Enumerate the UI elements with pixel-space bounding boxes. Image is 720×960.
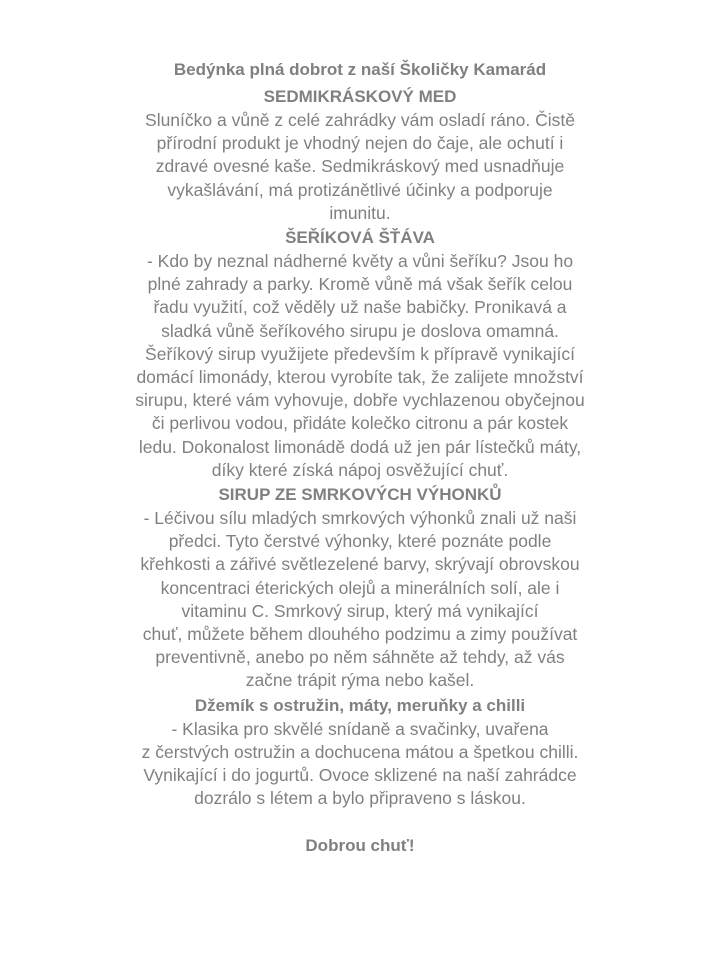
paragraph-line: křehkosti a zářivé světlezelené barvy, skrývají obrovskou [140, 554, 580, 575]
paragraph-line: zdravé ovesné kaše. Sedmikráskový med usnadňuje [155, 156, 565, 177]
paragraph-line: imunitu. [329, 202, 391, 223]
paragraph-line: začne trápit rýma nebo kašel. [245, 670, 475, 691]
paragraph-line: - Kdo by neznal nádherné květy a vůni šeříku? Jsou ho [146, 251, 574, 272]
paragraph-line: sirupu, které vám vyhovuje, dobře vychlazenou obyčejnou [135, 390, 585, 411]
section-paragraph-lilac [70, 250, 650, 482]
document-title: Bedýnka plná dobrot z naší Školičky Kamarád [173, 60, 547, 79]
paragraph-line: dozrálo s létem a bylo připraveno s láskou. [194, 788, 526, 809]
paragraph-line: Sluníčko a vůně z celé zahrádky vám osladí ráno. Čistě [145, 110, 575, 130]
paragraph-line: z čerstvých ostružin a dochucena mátou a špetkou chilli. [141, 741, 579, 762]
section-heading-jam: Džemík s ostružin, máty, meruňky a chilli [194, 695, 526, 715]
section-paragraph-jam [70, 718, 650, 811]
paragraph-line: řadu využití, což věděly už naše babičky. Pronikavá a [153, 297, 567, 318]
section-paragraph-spruce [70, 507, 650, 693]
section-heading-lilac: ŠEŘÍKOVÁ ŠŤÁVA [285, 228, 435, 248]
closing-greeting: Dobrou chuť! [305, 836, 415, 856]
paragraph-line: plné zahrady a parky. Kromě vůně má však šeřík celou [147, 274, 573, 295]
paragraph-line: či perlivou vodou, přidáte kolečko citronu a pár kostek [151, 413, 569, 434]
paragraph-line: Šeříkový sirup využijete především k přípravě vynikající [145, 343, 575, 364]
section-heading-spruce: SIRUP ZE SMRKOVÝCH VÝHONKŮ [218, 485, 502, 505]
paragraph-line: vitaminu C. Smrkový sirup, který má vynikající [181, 600, 539, 621]
paragraph-line: ledu. Dokonalost limonádě dodá už jen pár lístečků máty, [138, 436, 582, 457]
paragraph-line: vykašlávání, má protizánětlivé účinky a podporuje [167, 179, 553, 200]
document-page [70, 58, 650, 875]
section-paragraph-honey [70, 109, 650, 225]
paragraph-line: sladká vůně šeříkového sirupu je doslova omamná. [161, 320, 559, 341]
paragraph-line: koncentraci éterických olejů a minerálních solí, ale i [160, 577, 560, 598]
paragraph-line: předci. Tyto čerstvé výhonky, které poznáte podle [168, 531, 552, 552]
paragraph-line: domácí limonády, kterou vyrobíte tak, že zalijete množství [136, 367, 584, 388]
paragraph-line: preventivně, anebo po něm sáhněte až tehdy, až vás [155, 647, 565, 668]
paragraph-line: chuť, můžete během dlouhého podzimu a zimy používat [142, 624, 578, 645]
paragraph-line: díky které získá nápoj osvěžující chuť. [211, 459, 509, 480]
paragraph-line: přírodní produkt je vhodný nejen do čaje, ale ochutí i [156, 133, 564, 154]
section-heading-honey: SEDMIKRÁSKOVÝ MED [263, 87, 457, 106]
paragraph-line: - Klasika pro skvělé snídaně a svačinky, uvařena [171, 718, 549, 739]
paragraph-line: - Léčivou sílu mladých smrkových výhonků znali už naši [143, 508, 577, 529]
paragraph-line: Vynikající i do jogurtů. Ovoce sklizené na naší zahrádce [143, 765, 577, 786]
